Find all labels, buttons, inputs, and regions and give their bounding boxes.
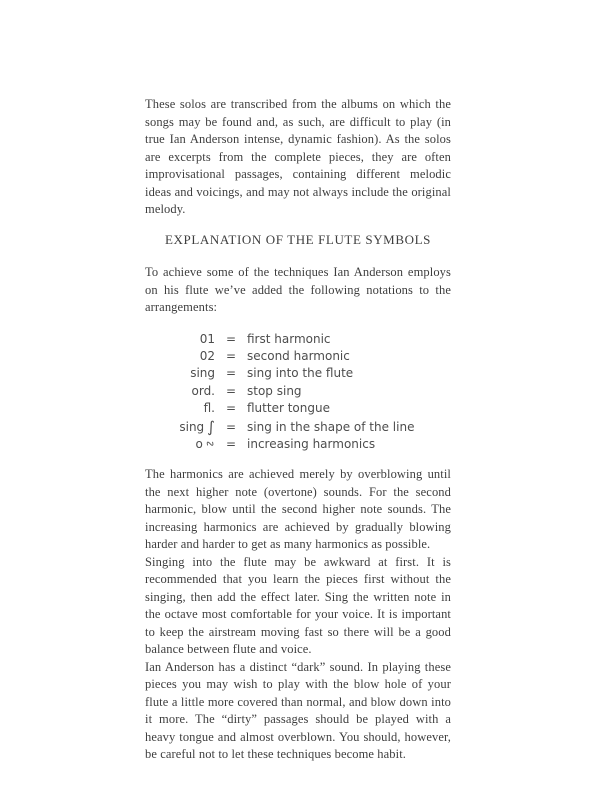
notation-row <box>145 400 451 417</box>
notation-symbol-text: fl. <box>203 401 215 416</box>
notation-meaning: stop sing <box>247 383 302 398</box>
equals-sign: = <box>225 366 237 381</box>
notation-meaning: first harmonic <box>247 331 331 346</box>
equals-sign: = <box>225 348 237 363</box>
paragraph-harmonics: The harmonics are achieved merely by overblowing until the next higher note (overtone) sounds. For the second harmonic, blow until the second higher note sounds. The increasing harmonics are achieved by gradually blowing harder and harder to get as many harmonics as possible. <box>145 467 451 552</box>
equals-sign: = <box>225 436 237 451</box>
notation-symbol <box>145 436 215 453</box>
intro-paragraph: These solos are transcribed from the albums on which the songs may be found and, as such, are difficult to play (in true Ian Anderson intense, dynamic fashion). As the solos are excerpts from the complete pieces, they are often improvisational passages, containing different melodic ideas and voicings, and may not always include the original melody. <box>145 97 451 216</box>
notation-symbol <box>145 400 215 417</box>
equals-sign: = <box>225 401 237 416</box>
equals-sign: = <box>225 331 237 346</box>
paragraph-singing: Singing into the flute may be awkward at first. It is recommended that you learn the pieces first without the singing, then add the effect later. Sing the written note in the octave most comfortable for your voice. It is important to keep the airstream moving fast so there will be a good balance between flute and voice. <box>145 554 451 657</box>
notation-symbol <box>145 365 215 382</box>
equals-sign: = <box>225 383 237 398</box>
notation-symbol-text: sing <box>190 366 215 381</box>
notation-symbol-text: ord. <box>191 383 215 398</box>
section-heading: EXPLANATION OF THE FLUTE SYMBOLS <box>165 231 431 247</box>
notation-meaning: second harmonic <box>247 348 350 363</box>
notation-row <box>145 418 451 436</box>
notation-row <box>145 365 451 382</box>
notation-symbol <box>145 418 215 436</box>
paragraph-dark-sound: Ian Anderson has a distinct “dark” sound. In playing these pieces you may wish to play with the blow hole of your flute a little more covered than normal, and blow down into it more. The “dirty” passages should be played with a heavy tongue and almost overblown. You should, however, be careful not to let these techniques become habit. <box>145 659 451 762</box>
equals-sign: = <box>225 419 237 434</box>
page-content <box>145 96 451 764</box>
notation-symbol <box>145 348 215 365</box>
notation-symbol <box>145 331 215 348</box>
notation-row <box>145 383 451 400</box>
notation-meaning: sing in the shape of the line <box>247 419 415 434</box>
notation-meaning: increasing harmonics <box>247 436 376 451</box>
notation-row <box>145 348 451 365</box>
notation-symbol-text: o <box>195 436 203 451</box>
notation-meaning: sing into the flute <box>247 366 354 381</box>
rising-wave-icon: ∿ <box>202 435 217 452</box>
notation-row <box>145 331 451 348</box>
notation-intro-paragraph: To achieve some of the techniques Ian Anderson employs on his flute we’ve added the following notations to the arrangements: <box>145 265 451 314</box>
line-shape-curve-icon: ∫ <box>207 417 215 436</box>
notation-meaning: flutter tongue <box>247 401 330 416</box>
notation-symbol-text: sing <box>179 419 205 434</box>
notation-row <box>145 436 451 453</box>
notation-symbol <box>145 383 215 400</box>
notation-symbol-text: 01 <box>199 331 215 346</box>
notation-symbol-text: 02 <box>199 348 215 363</box>
notation-list <box>145 331 451 454</box>
